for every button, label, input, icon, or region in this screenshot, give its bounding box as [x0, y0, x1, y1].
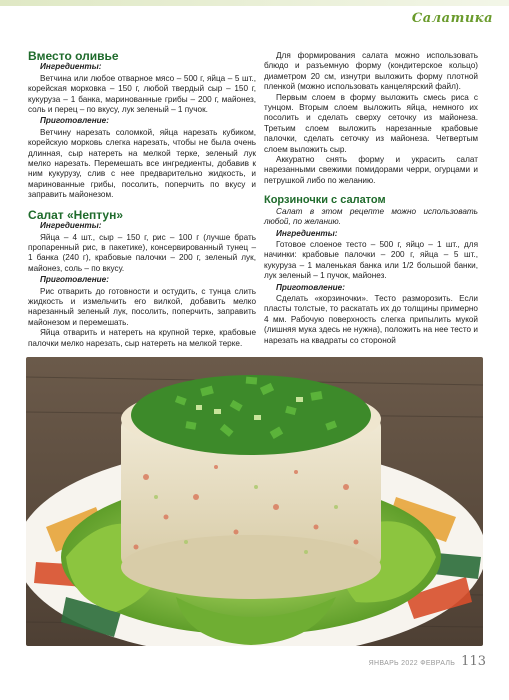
recipe2-right-p1: Для формирования салата можно использовать блюдо и разъемную форму (кондитерское кольцо) диаметром 20 см, изнутри выложить форму плотной пленкой (можно использовать канцелярский файл). [264, 51, 478, 92]
left-column [28, 51, 256, 349]
section-tag: Салатика [411, 11, 493, 26]
recipe2-right-p3: Аккуратно снять форму и украсить салат нарезанными свежими помидорами черри, огурцами и петрушкой либо по желанию. [264, 155, 478, 185]
recipe2-right-p2: Первым слоем в форму выложить смесь риса с тунцом. Вторым слоем выложить яйца, немного их посолить и сделать сверху сеточку из майонеза. Третьим слоем выложить нарезанные крабовые палочки, сделать сеточку из майонеза. Четвертым слоем выложить сыр. [264, 92, 478, 154]
recipe1-prep: Ветчину нарезать соломкой, яйца нарезать кубиком, корейскую морковь слегка нарезать, чтобы не была очень длинная, сыр натереть на мелкой терке, зеленый лук мелко нарезать. Перемешать все ингредиенты, добавив к ним кукурузу, слив с нее предварительно жидкость, и маринованные грибы, посолить, поперчить по вкусу и заправить майонезом. [28, 127, 256, 200]
recipe3-ingredients-label: Ингредиенты: [276, 228, 338, 238]
right-column [264, 51, 478, 346]
recipe3-title: Корзиночки с салатом [264, 194, 386, 207]
recipe2-prep-2: Яйца отварить и натереть на крупной терке, крабовые палочки мелко нарезать, сыр натереть на мелкой терке. [28, 328, 256, 348]
recipe3-intro: Салат в этом рецепте можно использовать любой, по желанию. [264, 206, 478, 227]
recipe3-prep: Сделать «корзиночки». Тесто разморозить. Если пласты толстые, то раскатать их до толщины примерно 4 мм. Рабочую поверхность слегка припылить мукой (лишняя мука здесь не нужна), положить на нее тесто и нарезать на квадраты со стороной [264, 293, 478, 345]
page-footer [369, 654, 486, 669]
top-band [0, 0, 509, 6]
recipe2-prep-1: Рис отварить до готовности и остудить, с тунца слить жидкость и измельчить его вилкой, добавить мелко нарезанный зеленый лук, посолить, поперчить, заправить майонезом и перемешать. [28, 286, 256, 327]
recipe1-ingredients: Ветчина или любое отварное мясо – 500 г, яйца – 5 шт., корейская морковка – 150 г, любой твердый сыр – 150 г, кукуруза – 1 банка, маринованные грибы – 200 г, майонез, соль и перец – по вкусу, лук зеленый – 1 пучок. [28, 73, 256, 115]
recipe3-ingredients: Готовое слоеное тесто – 500 г, яйцо – 1 шт., для начинки: крабовые палочки – 200 г, яйца – 5 шт., кукуруза – 1 маленькая банка или 1/2 большой банки, лук зеленый – 1 пучок, майонез. [264, 239, 478, 281]
recipe2-ingredients-label: Ингредиенты: [40, 221, 102, 231]
recipe1-ingredients-label: Ингредиенты: [40, 62, 102, 72]
issue-month: ЯНВАРЬ 2022 ФЕВРАЛЬ [368, 660, 456, 667]
recipe3-prep-label: Приготовление: [276, 282, 345, 292]
recipe2-ingredients: Яйца – 4 шт., сыр – 150 г, рис – 100 г (лучше брать пропаренный рис, в пакетике), консервированный тунец – 1 банка (240 г), крабовые палочки – 200 г, зеленый лук, майонез, соль – по вкусу. [28, 232, 256, 273]
recipe1-title: Вместо оливье [28, 49, 119, 63]
recipe2-prep-label: Приготовление: [40, 275, 109, 285]
recipe2-title: Салат «Нептун» [28, 207, 124, 222]
recipe1-prep-label: Приготовление: [40, 116, 109, 126]
page-number: 113 [461, 654, 486, 669]
salad-photo [26, 357, 483, 646]
